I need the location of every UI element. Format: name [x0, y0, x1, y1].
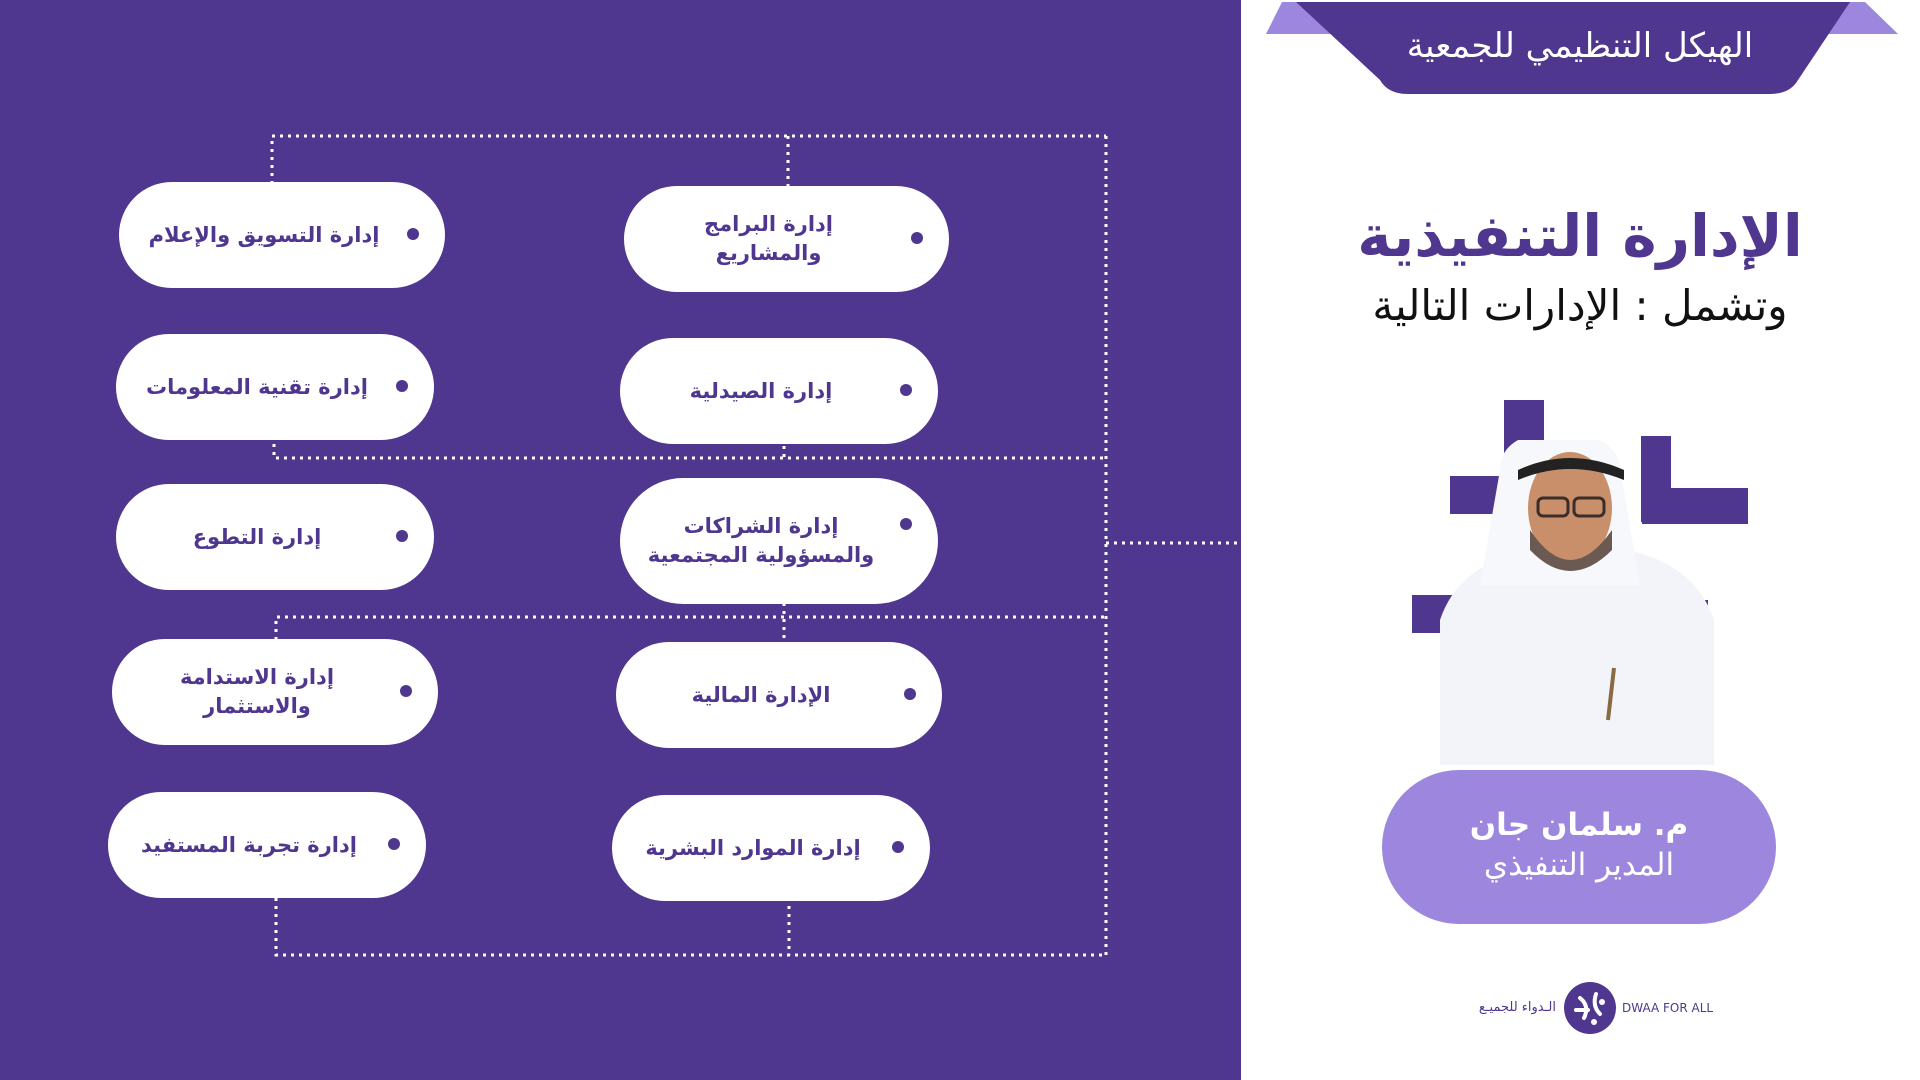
page-subtitle: وتشمل : الإدارات التالية	[1372, 281, 1788, 330]
department-label: الإدارة المالية	[691, 682, 831, 707]
executive-role: المدير التنفيذي	[1483, 847, 1675, 883]
department-label: إدارة الاستدامة والاستثمار	[179, 665, 335, 718]
banner-title: الهيكل التنظيمي للجمعية	[1406, 26, 1754, 66]
department-label: إدارة تقنية المعلومات	[146, 374, 368, 399]
department-label: إدارة الشراكات والمسؤولية المجتمعية	[647, 514, 875, 567]
executive-card	[1382, 770, 1776, 924]
department-label: إدارة التسويق والإعلام	[148, 222, 380, 247]
department-label: إدارة التطوع	[192, 524, 322, 549]
page-title: الإدارة التنفيذية	[1357, 202, 1803, 270]
logo-text-english: DWAA FOR ALL	[1622, 1001, 1714, 1015]
department-label: إدارة تجربة المستفيد	[141, 832, 357, 857]
department-label: إدارة الموارد البشرية	[645, 835, 861, 860]
logo-mark-icon	[1562, 980, 1618, 1036]
department-label: إدارة الصيدلية	[689, 378, 833, 403]
department-label: إدارة البرامج والمشاريع	[703, 212, 834, 265]
logo-text-arabic: الـدواء للجميـع	[1478, 1000, 1556, 1015]
executive-name: م. سلمان جان	[1469, 807, 1689, 843]
